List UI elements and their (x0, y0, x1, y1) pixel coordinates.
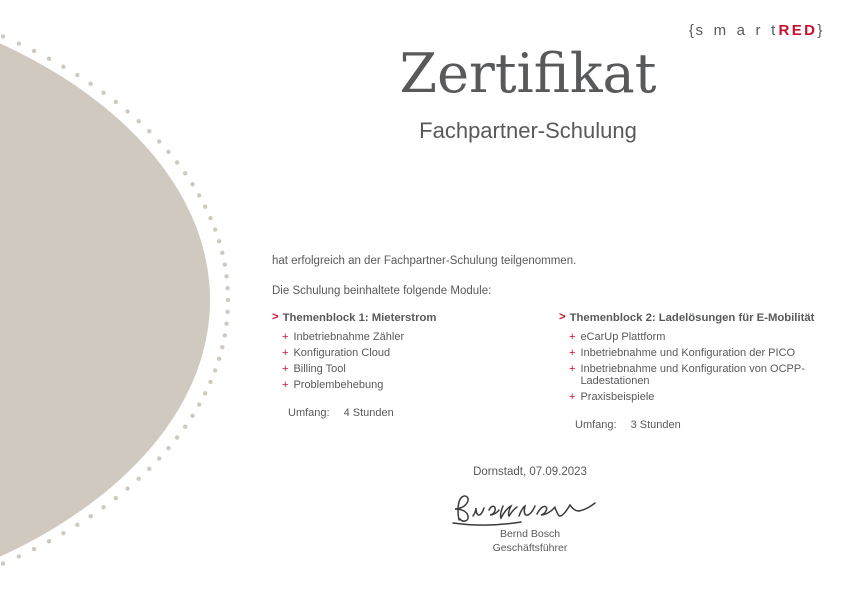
module-1-items (272, 331, 541, 391)
module-2-umfang-label: Umfang: (575, 419, 617, 432)
list-item (282, 363, 541, 375)
list-item-label: Inbetriebnahme und Konfiguration der PICO (580, 347, 796, 360)
plus-icon: + (282, 363, 289, 376)
plus-icon: + (569, 391, 576, 404)
place-and-date: Dornstadt, 07.09.2023 (473, 466, 587, 478)
plus-icon: + (569, 331, 576, 343)
module-column-1 (272, 312, 541, 431)
list-item-label: Inbetriebnahme und Konfiguration von OCPP-Ladestationen (580, 363, 805, 388)
module-1-heading-row (272, 312, 541, 324)
chevron-right-icon: > (272, 311, 279, 323)
chevron-right-icon: > (559, 311, 566, 323)
plus-icon: + (282, 331, 289, 343)
list-item-label: Billing Tool (293, 363, 346, 376)
list-item-label: Problembehebung (293, 379, 384, 392)
module-2-heading: Themenblock 2: Ladelösungen für E-Mobilität (569, 312, 815, 324)
module-2-umfang (559, 419, 828, 431)
plus-icon: + (569, 363, 576, 376)
decorative-arc-shape (0, 0, 210, 600)
signer-role: Geschäftsführer (492, 542, 568, 555)
signature-image (380, 486, 680, 530)
list-item-label: eCarUp Plattform (580, 331, 666, 343)
list-item (282, 347, 541, 359)
signer-name: Bernd Bosch (499, 528, 561, 540)
list-item (569, 347, 828, 359)
list-item (569, 331, 828, 343)
module-2-heading-row (559, 312, 828, 324)
module-2-items (559, 331, 828, 403)
modules-label: Die Schulung beinhaltete folgende Module: (272, 285, 492, 297)
logo-open-brace: { (688, 22, 696, 39)
modules-columns (272, 312, 828, 431)
smartred-logo (689, 22, 824, 39)
module-1-umfang-label: Umfang: (288, 407, 330, 420)
list-item-label: Praxisbeispiele (580, 391, 655, 404)
list-item-label: Inbetriebnahme Zähler (293, 331, 405, 343)
handwritten-signature-icon (445, 486, 615, 530)
logo-smart-text: s m a r t (695, 22, 779, 39)
plus-icon: + (569, 347, 576, 360)
plus-icon: + (282, 379, 289, 392)
signer-block (380, 527, 680, 555)
module-2-umfang-value: 3 Stunden (630, 419, 681, 432)
list-item (282, 379, 541, 391)
plus-icon: + (282, 347, 289, 360)
list-item (282, 331, 541, 343)
intro-text: hat erfolgreich an der Fachpartner-Schulung teilgenommen. (272, 255, 577, 267)
module-1-heading: Themenblock 1: Mieterstrom (282, 312, 437, 324)
logo-red-text: RED (778, 22, 818, 39)
module-1-umfang-value: 4 Stunden (343, 407, 394, 420)
list-item (569, 363, 828, 387)
list-item (569, 391, 828, 403)
logo-close-brace: } (817, 22, 824, 39)
module-1-umfang (272, 407, 541, 419)
page-subtitle: Fachpartner-Schulung (419, 118, 637, 143)
list-item-label: Konfiguration Cloud (293, 347, 391, 360)
module-column-2 (559, 312, 828, 431)
page-title: Zertifikat (399, 42, 657, 105)
